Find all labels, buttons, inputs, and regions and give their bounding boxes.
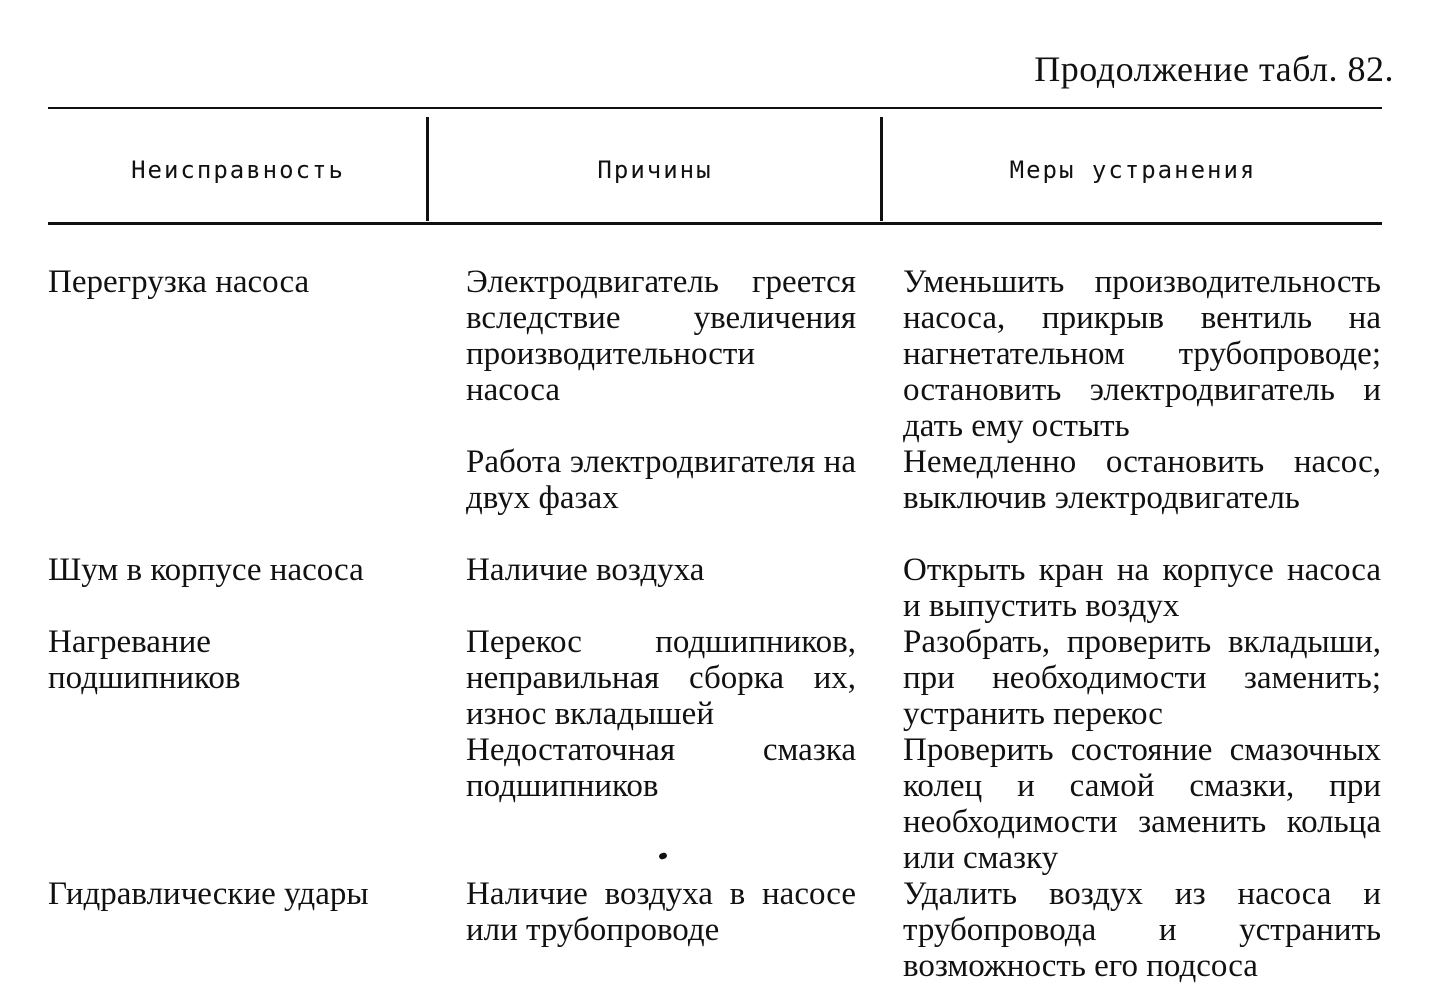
- row-cause: Недостаточная смазка подшипников: [466, 732, 856, 804]
- row-remedy: Открыть кран на корпусе насоса и выпустить воздух: [903, 552, 1381, 624]
- header-remedy: Меры устранения: [1009, 156, 1257, 184]
- row-cause: Электродвигатель греется вследствие увеличения производительности насоса: [466, 264, 856, 408]
- row-fault: Нагревание подшипников: [48, 624, 241, 696]
- row-cause: Наличие воздуха в насосе или трубопроводе: [466, 876, 856, 948]
- row-remedy: Немедленно остановить насос, выключив электродвигатель: [903, 444, 1381, 516]
- row-cause: Наличие воздуха: [466, 552, 705, 588]
- row-remedy: Уменьшить производительность насоса, прикрыв вентиль на нагнетательном трубопроводе; остановить электродвигатель и дать ему остыть: [903, 264, 1381, 444]
- row-fault: Гидравлические удары: [48, 876, 369, 912]
- ink-speck: [658, 852, 668, 860]
- table-top-rule: [48, 107, 1382, 109]
- row-fault: Шум в корпусе насоса: [48, 552, 364, 588]
- row-remedy: Проверить состояние смазочных колец и самой смазки, при необходимости заменить кольца или смазку: [903, 732, 1381, 876]
- row-cause: Перекос подшипников, неправильная сборка их, износ вкладышей: [466, 624, 856, 732]
- header-fault: Неисправность: [131, 156, 345, 184]
- table-caption: Продолжение табл. 82.: [1034, 49, 1394, 89]
- header-bottom-rule: [48, 222, 1382, 225]
- row-remedy: Удалить воздух из насоса и трубопровода и устранить возможность его подсоса: [903, 876, 1381, 984]
- row-cause: Работа электродвигателя на двух фазах: [466, 444, 856, 516]
- header-cause: Причины: [597, 156, 713, 184]
- row-remedy: Разобрать, проверить вкладыши, при необходимости заменить; устранить перекос: [903, 624, 1381, 732]
- row-fault: Перегрузка насоса: [48, 264, 310, 300]
